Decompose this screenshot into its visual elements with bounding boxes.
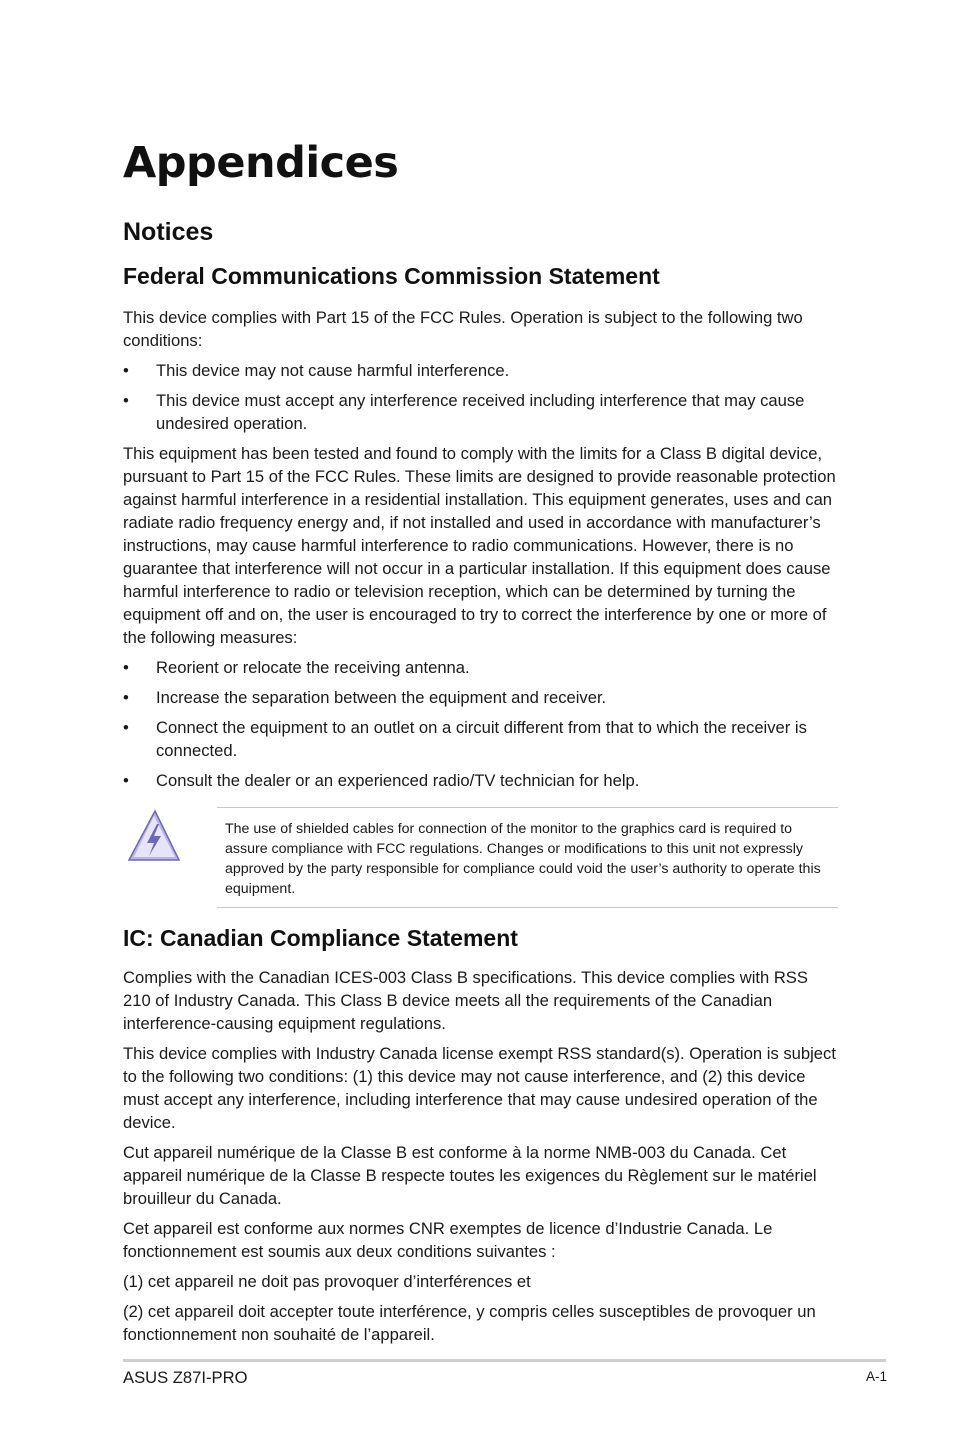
measure-text: Increase the separation between the equipment and receiver. [156,688,607,707]
fcc-note [123,806,839,908]
condition-text: This device may not cause harmful interference. [156,361,510,380]
bullet-symbol: • [123,391,129,410]
ic-paragraph: This device complies with Industry Canada license exempt RSS standard(s). Operation is subject to the following two conditions: (1) this device may not cause interference, and (2) this device must accept any interference, including interference that may cause undesired operation of the device. [123,1044,836,1132]
notices-heading: Notices [123,218,214,246]
note-divider-top [217,807,838,808]
footer-divider [123,1359,886,1362]
fcc-body: This equipment has been tested and found to comply with the limits for a Class B digital device, pursuant to Part 15 of the FCC Rules. These limits are designed to provide reasonable protection against harmful interference in a residential installation. This equipment generates, uses and can radiate radio frequency energy and, if not installed and used in accordance with manufacturer’s instructions, may cause harmful interference to radio communications. However, there is no guarantee that interference will not occur in a particular installation. If this equipment does cause harmful interference to radio or television reception, which can be determined by turning the equipment off and on, the user is encouraged to try to correct the interference by one or more of the following measures: [123,444,836,647]
page-title: Appendices [123,138,399,188]
ic-paragraph: Cet appareil est conforme aux normes CNR exemptes de licence d’Industrie Canada. Le fonctionnement est soumis aux deux conditions suivantes : [123,1219,773,1261]
measure-text: Consult the dealer or an experienced radio/TV technician for help. [156,771,640,790]
note-text: The use of shielded cables for connection of the monitor to the graphics card is required to assure compliance with FCC regulations. Changes or modifications to this unit not expressly approved by the party responsible for compliance could void the user’s authority to operate this equipment. [225,821,821,897]
fcc-intro: This device complies with Part 15 of the FCC Rules. Operation is subject to the following two conditions: [123,308,803,350]
note-divider-bottom [217,907,838,908]
bullet-symbol: • [123,658,129,677]
bullet-symbol: • [123,361,129,380]
footer-product: ASUS Z87I-PRO [123,1368,248,1387]
ic-paragraph: Cut appareil numérique de la Classe B est conforme à la norme NMB-003 du Canada. Cet appareil numérique de la Classe B respecte toutes les exigences du Règlement sur le matériel brouilleur du Canada. [123,1143,817,1208]
fcc-heading: Federal Communications Commission Statement [123,263,660,289]
bullet-symbol: • [123,771,129,790]
measure-text: Reorient or relocate the receiving antenna. [156,658,470,677]
warning-lightning-icon [125,808,181,866]
ic-paragraph: (1) cet appareil ne doit pas provoquer d’interférences et [123,1272,531,1291]
bullet-symbol: • [123,718,129,737]
ic-heading: IC: Canadian Compliance Statement [123,925,518,951]
ic-paragraph: Complies with the Canadian ICES-003 Class B specifications. This device complies with RSS 210 of Industry Canada. This Class B device meets all the requirements of the Canadian interference-causing equipment regulations. [123,968,808,1033]
measure-text: Connect the equipment to an outlet on a circuit different from that to which the receiver is connected. [156,718,807,760]
page-number: A-1 [865,1369,887,1384]
ic-paragraph: (2) cet appareil doit accepter toute interférence, y compris celles susceptibles de provoquer un fonctionnement non souhaité de l’appareil. [123,1302,816,1344]
bullet-symbol: • [123,688,129,707]
condition-text: This device must accept any interference received including interference that may cause undesired operation. [156,391,805,433]
